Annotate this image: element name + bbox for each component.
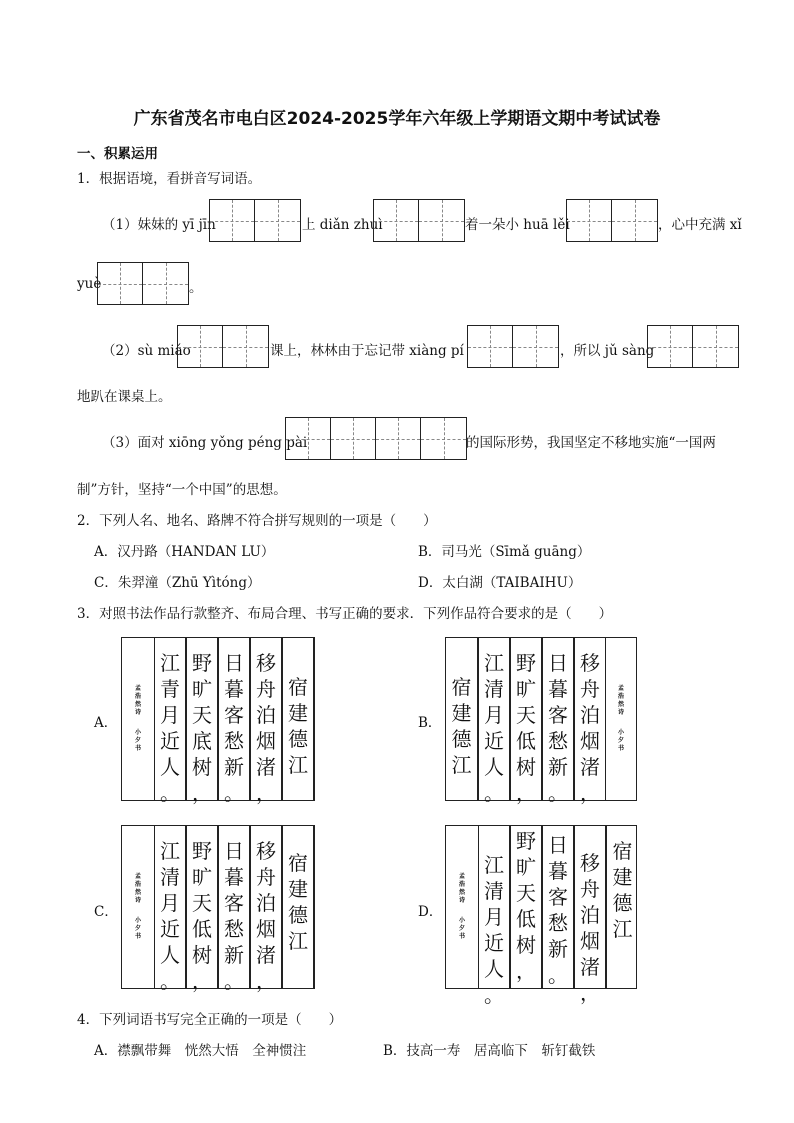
calligraphy-char: 建 xyxy=(612,865,633,889)
calligraphy-char: 。 xyxy=(484,983,504,1007)
calligraphy-panel-d xyxy=(445,825,637,1007)
calligraphy-char: 舟 xyxy=(580,877,600,901)
q1-p1-mid3: ，心中充满 xǐ xyxy=(658,217,742,233)
calligraphy-char: 移 xyxy=(256,839,276,863)
col-b-3 xyxy=(542,638,574,805)
calligraphy-char: 旷 xyxy=(516,677,536,701)
calligraphy-char: 愁 xyxy=(548,911,568,935)
calligraphy-char: 孟 xyxy=(134,685,141,692)
calligraphy-char: 孟 xyxy=(134,873,141,880)
seal-a xyxy=(127,638,149,800)
question-1-stem: 1．根据语境，看拼音写词语。 xyxy=(77,171,262,187)
col-b-title xyxy=(446,638,478,800)
calligraphy-char: ， xyxy=(192,969,212,993)
calligraphy-char: 青 xyxy=(160,677,180,701)
calligraphy-char: 宿 xyxy=(451,675,472,699)
calligraphy-char: 月 xyxy=(160,891,180,915)
seal-d xyxy=(451,826,473,988)
calligraphy-char: 暮 xyxy=(548,859,568,883)
calligraphy-char: 树 xyxy=(516,755,536,779)
page-title: 广东省茂名市电白区2024-2025学年六年级上学期语文期中考试试卷 xyxy=(133,109,661,129)
q1-p1-prefix: （1）妹妹的 yī jīn xyxy=(102,217,216,233)
calligraphy-char: 野 xyxy=(516,651,536,675)
q1-p3-prefix: （3）面对 xiōng yǒng péng pài xyxy=(102,435,308,451)
calligraphy-char: 渚 xyxy=(256,943,276,967)
calligraphy-panel-c xyxy=(121,825,315,993)
q4-option-a[interactable]: A．襟飘带舞 恍然大悟 全神惯注 xyxy=(94,1043,307,1059)
calligraphy-char: 浩 xyxy=(134,693,141,700)
col-d-5 xyxy=(606,826,638,988)
q1-p1-mid1: 上 diǎn zhuì xyxy=(302,217,383,233)
calligraphy-char: 日 xyxy=(548,833,568,857)
calligraphy-char: 天 xyxy=(516,881,536,905)
calligraphy-char: 宿 xyxy=(612,839,633,863)
calligraphy-char: 德 xyxy=(451,727,472,751)
calligraphy-char: 月 xyxy=(484,905,504,929)
answer-grid-sumiao[interactable] xyxy=(177,325,269,368)
calligraphy-char: 低 xyxy=(516,907,536,931)
col-d-1 xyxy=(478,826,510,1007)
col-d-3 xyxy=(542,826,574,988)
calligraphy-char: 近 xyxy=(484,729,504,753)
question-3-stem: 3．对照书法作品行款整齐、布局合理、书写正确的要求．下列作品符合要求的是（ ） xyxy=(77,606,613,622)
calligraphy-char: 建 xyxy=(288,701,308,725)
calligraphy-char: 宿 xyxy=(288,851,308,875)
calligraphy-char: 。 xyxy=(548,963,568,987)
calligraphy-char: 暮 xyxy=(548,677,568,701)
calligraphy-char: 新 xyxy=(548,937,568,961)
section-heading: 一、积累运用 xyxy=(77,146,158,162)
calligraphy-char: 然 xyxy=(134,889,141,896)
calligraphy-char: 客 xyxy=(224,891,244,915)
seal-c xyxy=(127,826,149,988)
calligraphy-char: 然 xyxy=(458,889,465,896)
calligraphy-char: 浩 xyxy=(617,693,624,700)
q1-p2-prefix: （2）sù miáo xyxy=(102,343,191,359)
q2-option-b[interactable]: B．司马光（Sīmǎ guāng） xyxy=(418,544,591,560)
calligraphy-char: 移 xyxy=(580,651,600,675)
calligraphy-char: 浩 xyxy=(458,881,465,888)
calligraphy-char: 江 xyxy=(451,753,472,777)
col-a-3 xyxy=(218,638,250,805)
calligraphy-char: 旷 xyxy=(192,865,212,889)
col-b-2 xyxy=(510,638,542,805)
q1-p2-mid2: ，所以 jǔ sàng xyxy=(560,343,655,359)
calligraphy-char: 清 xyxy=(160,865,180,889)
q2-option-a[interactable]: A．汉丹路（HANDAN LU） xyxy=(94,544,275,560)
col-c-5 xyxy=(282,826,314,988)
calligraphy-char: 日 xyxy=(548,651,568,675)
calligraphy-char: 诗 xyxy=(617,709,624,716)
calligraphy-char: 泊 xyxy=(256,891,276,915)
answer-grid-dianzhui[interactable] xyxy=(373,199,465,242)
col-b-1 xyxy=(478,638,510,805)
calligraphy-char: 小 xyxy=(134,729,141,736)
calligraphy-char: 愁 xyxy=(224,917,244,941)
calligraphy-char: 烟 xyxy=(580,929,600,953)
calligraphy-char: 夕 xyxy=(617,737,624,744)
calligraphy-char: 然 xyxy=(134,701,141,708)
calligraphy-char: 天 xyxy=(192,703,212,727)
calligraphy-char: 舟 xyxy=(256,677,276,701)
q1-p1-end: 。 xyxy=(189,280,203,296)
calligraphy-char: 江 xyxy=(288,929,308,953)
calligraphy-char: 江 xyxy=(160,651,180,675)
calligraphy-char: 低 xyxy=(516,729,536,753)
calligraphy-char: 。 xyxy=(224,781,244,805)
calligraphy-char: 舟 xyxy=(580,677,600,701)
calligraphy-char: 清 xyxy=(484,677,504,701)
col-c-3 xyxy=(218,826,250,993)
calligraphy-char: 暮 xyxy=(224,677,244,701)
calligraphy-panel-b xyxy=(445,637,637,805)
q2-option-c[interactable]: C．朱羿潼（Zhū Yìtóng） xyxy=(94,575,261,591)
col-d-2 xyxy=(510,826,542,988)
answer-grid-xiongyong[interactable] xyxy=(285,417,467,460)
calligraphy-char: 泊 xyxy=(256,703,276,727)
calligraphy-char: 。 xyxy=(160,969,180,993)
col-a-2 xyxy=(186,638,218,805)
calligraphy-char: 。 xyxy=(160,781,180,805)
col-b-4 xyxy=(574,638,606,805)
calligraphy-char: 夕 xyxy=(134,925,141,932)
calligraphy-char: ， xyxy=(516,781,536,805)
q3-label-c[interactable]: C． xyxy=(94,904,118,920)
q1-p2-line2: 地趴在课桌上。 xyxy=(77,389,172,405)
calligraphy-char: 日 xyxy=(224,651,244,675)
calligraphy-char: 日 xyxy=(224,839,244,863)
calligraphy-char: 客 xyxy=(548,885,568,909)
calligraphy-char: 人 xyxy=(484,957,504,981)
calligraphy-char: 天 xyxy=(516,703,536,727)
q1-p3-line2: 制”方针，坚持“一个中国”的思想。 xyxy=(77,482,287,498)
calligraphy-char: 孟 xyxy=(458,873,465,880)
calligraphy-char: 泊 xyxy=(580,703,600,727)
answer-grid-hualei[interactable] xyxy=(566,199,658,242)
calligraphy-char: 移 xyxy=(580,851,600,875)
calligraphy-char: 建 xyxy=(451,701,472,725)
col-c-2 xyxy=(186,826,218,993)
calligraphy-char: 江 xyxy=(484,651,504,675)
calligraphy-char: 天 xyxy=(192,891,212,915)
calligraphy-char: 建 xyxy=(288,877,308,901)
calligraphy-char: 小 xyxy=(617,729,624,736)
q3-label-d[interactable]: D． xyxy=(418,904,443,920)
q4-option-b[interactable]: B．技高一寿 居高临下 斩钉截铁 xyxy=(383,1043,596,1059)
calligraphy-char: 树 xyxy=(516,933,536,957)
calligraphy-char: 月 xyxy=(484,703,504,727)
calligraphy-char: 浩 xyxy=(134,881,141,888)
col-a-4 xyxy=(250,638,282,805)
calligraphy-char: 夕 xyxy=(134,737,141,744)
q3-label-a[interactable]: A． xyxy=(94,715,118,731)
calligraphy-char: ， xyxy=(580,781,600,805)
calligraphy-char: 渚 xyxy=(256,755,276,779)
q1-p3-mid: 的国际形势，我国坚定不移地实施“一国两 xyxy=(466,435,716,451)
calligraphy-char: 月 xyxy=(160,703,180,727)
calligraphy-char: ， xyxy=(256,781,276,805)
calligraphy-char: 移 xyxy=(256,651,276,675)
calligraphy-char: ， xyxy=(580,981,600,1005)
calligraphy-char: 愁 xyxy=(224,729,244,753)
calligraphy-char: 诗 xyxy=(458,897,465,904)
calligraphy-char: 江 xyxy=(612,917,633,941)
calligraphy-char: 然 xyxy=(617,701,624,708)
calligraphy-char: 客 xyxy=(548,703,568,727)
answer-grid-xiangpi[interactable] xyxy=(467,325,559,368)
answer-grid-yijin[interactable] xyxy=(209,199,301,242)
calligraphy-char: 江 xyxy=(484,853,504,877)
calligraphy-char: 渚 xyxy=(580,755,600,779)
question-2-stem: 2．下列人名、地名、路牌不符合拼写规则的一项是（ ） xyxy=(77,513,437,529)
calligraphy-char: 德 xyxy=(612,891,633,915)
calligraphy-char: ， xyxy=(256,969,276,993)
calligraphy-char: 书 xyxy=(458,933,465,940)
calligraphy-char: 小 xyxy=(134,917,141,924)
calligraphy-char: 暮 xyxy=(224,865,244,889)
calligraphy-char: 。 xyxy=(484,781,504,805)
calligraphy-char: 小 xyxy=(458,917,465,924)
calligraphy-char: 孟 xyxy=(617,685,624,692)
col-c-1 xyxy=(154,826,186,993)
calligraphy-char: 渚 xyxy=(580,955,600,979)
calligraphy-char: 德 xyxy=(288,903,308,927)
calligraphy-char: 野 xyxy=(516,829,536,853)
calligraphy-char: 诗 xyxy=(134,709,141,716)
calligraphy-char: 舟 xyxy=(256,865,276,889)
calligraphy-char: 烟 xyxy=(256,917,276,941)
calligraphy-char: 人 xyxy=(160,943,180,967)
calligraphy-char: 野 xyxy=(192,651,212,675)
calligraphy-char: 树 xyxy=(192,943,212,967)
col-d-4 xyxy=(574,826,606,1005)
calligraphy-char: 旷 xyxy=(192,677,212,701)
seal-b xyxy=(610,638,632,800)
calligraphy-char: 德 xyxy=(288,727,308,751)
calligraphy-char: 烟 xyxy=(256,729,276,753)
calligraphy-char: 诗 xyxy=(134,897,141,904)
q3-label-b[interactable]: B． xyxy=(418,715,442,731)
calligraphy-char: 。 xyxy=(548,781,568,805)
q1-p1-line2: yuè xyxy=(77,276,102,292)
calligraphy-char: 愁 xyxy=(548,729,568,753)
calligraphy-char: 书 xyxy=(134,933,141,940)
calligraphy-char: ， xyxy=(516,959,536,983)
calligraphy-char: 近 xyxy=(160,917,180,941)
calligraphy-char: 底 xyxy=(192,729,212,753)
q2-option-d[interactable]: D．太白湖（TAIBAIHU） xyxy=(418,575,582,591)
calligraphy-char: 泊 xyxy=(580,903,600,927)
question-4-stem: 4．下列词语书写完全正确的一项是（ ） xyxy=(77,1012,343,1028)
col-c-4 xyxy=(250,826,282,993)
calligraphy-char: 树 xyxy=(192,755,212,779)
calligraphy-char: 客 xyxy=(224,703,244,727)
answer-grid-xiyue[interactable] xyxy=(97,262,189,305)
calligraphy-char: 近 xyxy=(484,931,504,955)
calligraphy-char: 新 xyxy=(224,943,244,967)
calligraphy-char: ， xyxy=(192,781,212,805)
q1-p2-mid1: 课上，林林由于忘记带 xiàng pí xyxy=(270,343,464,359)
calligraphy-char: 清 xyxy=(484,879,504,903)
calligraphy-char: 夕 xyxy=(458,925,465,932)
calligraphy-char: 。 xyxy=(224,969,244,993)
calligraphy-char: 野 xyxy=(192,839,212,863)
calligraphy-char: 江 xyxy=(160,839,180,863)
calligraphy-char: 人 xyxy=(484,755,504,779)
col-a-1 xyxy=(154,638,186,805)
calligraphy-char: 近 xyxy=(160,729,180,753)
calligraphy-char: 宿 xyxy=(288,675,308,699)
q1-p1-mid2: 着一朵小 huā lěi xyxy=(465,217,570,233)
calligraphy-char: 新 xyxy=(224,755,244,779)
calligraphy-char: 旷 xyxy=(516,855,536,879)
col-a-5 xyxy=(282,638,314,800)
calligraphy-char: 人 xyxy=(160,755,180,779)
calligraphy-char: 烟 xyxy=(580,729,600,753)
calligraphy-char: 新 xyxy=(548,755,568,779)
calligraphy-panel-a xyxy=(121,637,315,805)
calligraphy-char: 书 xyxy=(617,745,624,752)
calligraphy-char: 书 xyxy=(134,745,141,752)
calligraphy-char: 江 xyxy=(288,753,308,777)
calligraphy-char: 低 xyxy=(192,917,212,941)
answer-grid-jusang[interactable] xyxy=(647,325,739,368)
